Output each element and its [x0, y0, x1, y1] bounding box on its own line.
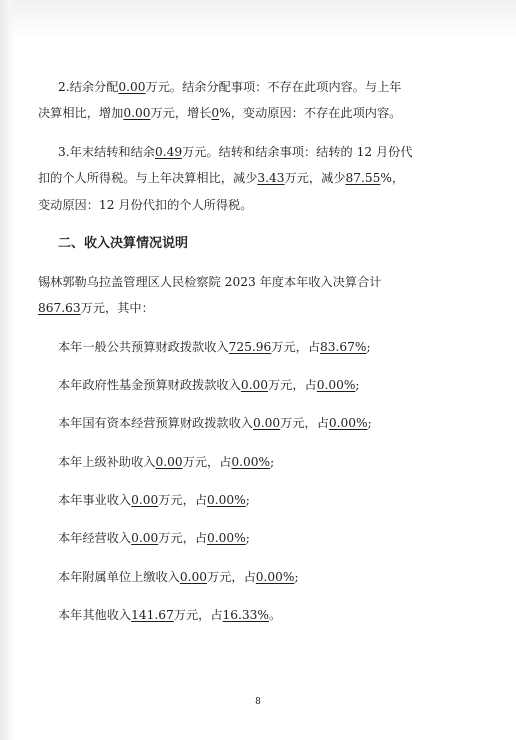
- income-total-value: 867.63: [38, 301, 81, 315]
- settlement-distribution-value: 0.00: [118, 80, 146, 94]
- income-item-text: 万元，占: [267, 378, 317, 392]
- income-item-percent: 0.00%: [231, 455, 271, 469]
- income-item-label: 本年一般公共预算财政拨款收入: [58, 340, 229, 354]
- income-item-other: [58, 604, 281, 627]
- increase-value: 0.00: [123, 106, 151, 120]
- income-item-superior-subsidy: [58, 451, 274, 474]
- income-item-text: ;: [245, 493, 250, 507]
- income-item-label: 本年经营收入: [58, 531, 132, 545]
- income-item-amount: 725.96: [228, 340, 272, 354]
- item-text: 决算相比，增加: [38, 106, 124, 120]
- section-heading-income: 二、收入决算情况说明: [58, 236, 189, 251]
- income-item-text: 。: [269, 608, 282, 622]
- income-item-text: 万元，占: [271, 340, 321, 354]
- income-item-percent: 0.00%: [316, 378, 356, 392]
- income-item-affiliated-unit: [58, 566, 299, 589]
- carryover-line2: [38, 167, 404, 190]
- item-text: 扣的个人所得税。与上年决算相比，减少: [38, 171, 258, 185]
- income-item-operating: [58, 527, 250, 550]
- settlement-distribution-line2: [38, 102, 401, 125]
- item-text: 万元，减少: [284, 171, 346, 185]
- income-item-text: ;: [367, 416, 372, 430]
- income-item-amount: 0.00: [131, 493, 159, 507]
- item-text: 变动原因：12 月份代扣的个人所得税。: [38, 198, 253, 212]
- income-item-text: ;: [245, 531, 250, 545]
- income-item-text: ;: [294, 570, 299, 584]
- income-item-percent: 0.00%: [207, 531, 246, 545]
- income-item-amount: 0.00: [179, 570, 208, 584]
- income-item-label: 本年政府性基金预算财政拨款收入: [58, 378, 241, 392]
- income-item-label: 本年事业收入: [58, 493, 132, 507]
- income-item-amount: 0.00: [131, 531, 159, 545]
- income-item-state-capital: [58, 412, 372, 435]
- item-text: 万元，增长: [150, 106, 212, 120]
- decrease-percent: 87.55: [345, 171, 381, 185]
- income-item-percent: 83.67%: [320, 340, 367, 354]
- income-item-label: 本年附属单位上缴收入: [58, 570, 180, 584]
- carryover-line1: [58, 141, 413, 164]
- income-intro-line1: [38, 271, 381, 294]
- income-item-text: ;: [355, 378, 360, 392]
- income-item-label: 本年其他收入: [58, 608, 132, 622]
- income-item-label: 本年国有资本经营预算财政拨款收入: [58, 416, 253, 430]
- item-text: 万元。结转和结余事项：结转的 12 月份代: [182, 145, 413, 159]
- income-item-percent: 0.00%: [328, 416, 368, 430]
- growth-value: 0: [211, 106, 220, 120]
- decrease-amount: 3.43: [257, 171, 285, 185]
- item-text: %，: [380, 171, 405, 185]
- page-number: 8: [255, 697, 261, 707]
- intro-text: 锡林郭勒乌拉盖管理区人民检察院 2023 年度本年收入决算合计: [38, 275, 382, 289]
- income-item-text: ;: [366, 340, 371, 354]
- income-item-business: [58, 489, 250, 512]
- income-item-percent: 16.33%: [222, 608, 270, 622]
- income-item-text: 万元，占: [158, 531, 208, 545]
- income-intro-line2: [38, 297, 154, 320]
- income-item-label: 本年上级补助收入: [58, 455, 156, 469]
- income-item-percent: 0.00%: [207, 493, 246, 507]
- income-item-text: 万元，占: [280, 416, 329, 430]
- income-item-text: 万元，占: [173, 608, 223, 622]
- carryover-line3: [38, 194, 252, 217]
- income-item-text: 万元，占: [158, 493, 208, 507]
- income-item-amount: 0.00: [240, 378, 268, 392]
- item-label: 2.结余分配: [58, 80, 119, 94]
- income-item-text: 万元，占: [207, 570, 256, 584]
- income-item-text: ;: [270, 455, 275, 469]
- income-item-text: 万元，占: [182, 455, 232, 469]
- income-item-gov-fund: [58, 374, 360, 397]
- item-label: 3.年末结转和结余: [58, 145, 155, 159]
- item-text: 万元。结余分配事项：不存在此项内容。与上年: [145, 80, 402, 94]
- income-item-amount: 141.67: [131, 608, 174, 622]
- income-item-percent: 0.00%: [255, 570, 295, 584]
- income-item-amount: 0.00: [253, 416, 281, 430]
- settlement-distribution-line1: [58, 76, 401, 99]
- item-text: %，变动原因：不存在此项内容。: [219, 106, 402, 120]
- income-item-general-budget: [58, 336, 371, 359]
- income-item-amount: 0.00: [155, 455, 183, 469]
- intro-text: 万元，其中：: [80, 301, 154, 315]
- carryover-value: 0.49: [154, 145, 183, 159]
